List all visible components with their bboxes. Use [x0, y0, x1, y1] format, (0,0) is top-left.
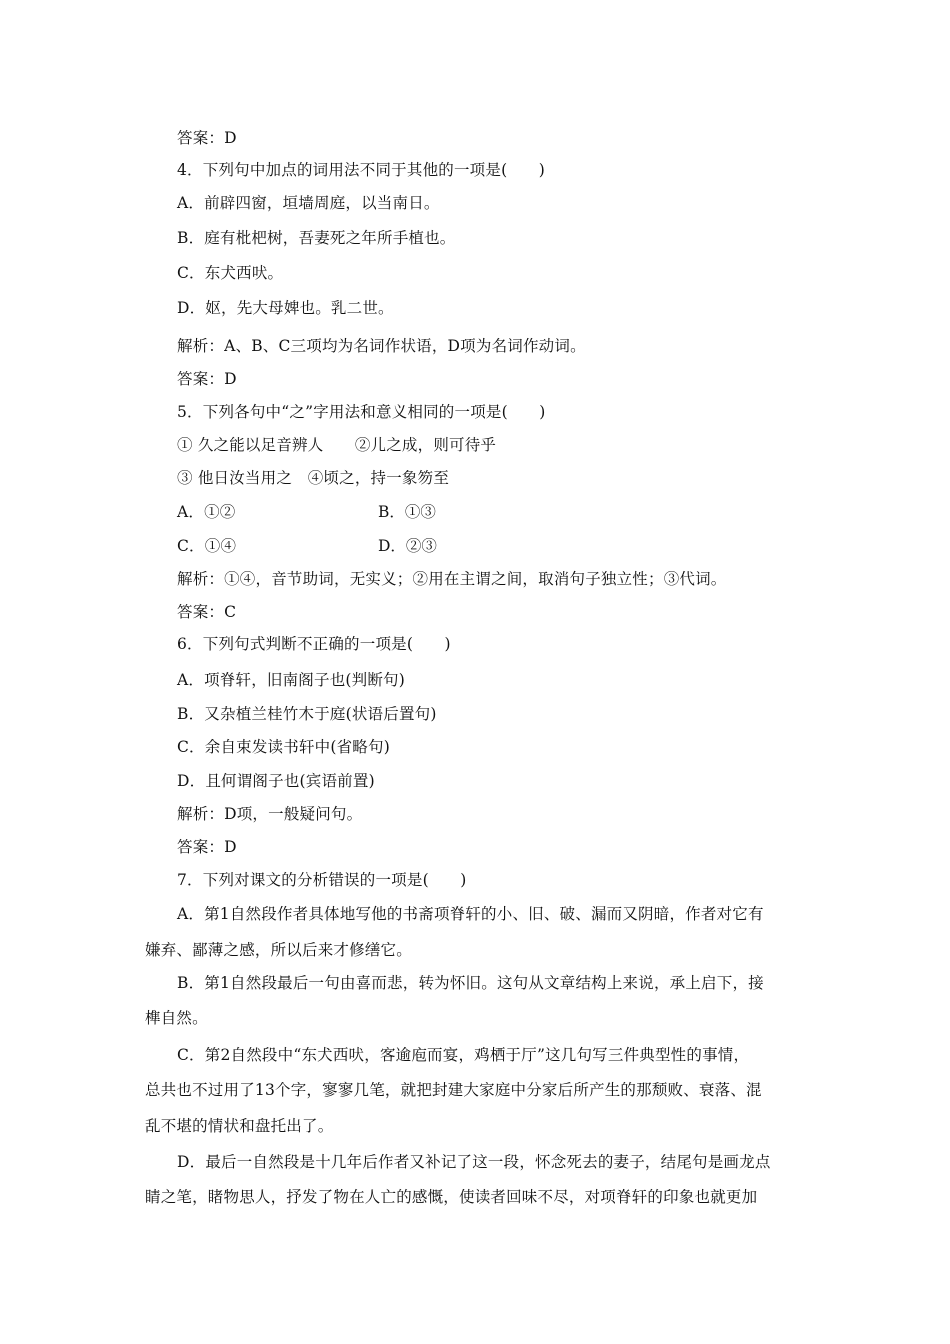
explanation-4: 解析：A、B、C三项均为名词作状语，D项为名词作动词。 — [177, 337, 586, 355]
question-5-sentences-2: ③ 他日汝当用之 ④顷之，持一象笏至 — [177, 469, 450, 487]
question-5: 5．下列各句中“之”字用法和意义相同的一项是( ) — [177, 403, 546, 421]
question-7-option-a-line-2: 嫌弃、鄙薄之感，所以后来才修缮它。 — [145, 941, 412, 959]
answer-5: 答案：C — [177, 603, 237, 621]
question-7-option-c-line-2: 总共也不过用了13个字，寥寥几笔，就把封建大家庭中分家后所产生的那颓败、衰落、混 — [145, 1081, 762, 1099]
question-6: 6．下列句式判断不正确的一项是( ) — [177, 635, 451, 653]
question-7-option-d-line-2: 睛之笔，睹物思人，抒发了物在人亡的感慨，使读者回味不尽，对项脊轩的印象也就更加 — [145, 1188, 758, 1206]
question-4-option-d: D．妪，先大母婢也。乳二世。 — [177, 299, 394, 317]
question-5-option-d: D．②③ — [378, 537, 437, 555]
question-6-option-d: D．且何谓阁子也(宾语前置) — [177, 772, 375, 790]
question-4: 4．下列句中加点的词用法不同于其他的一项是( ) — [177, 161, 545, 179]
question-7-option-c-line-1: C．第2自然段中“东犬西吠，客逾庖而宴，鸡栖于厅”这几句写三件典型性的事情， — [177, 1046, 750, 1064]
question-4-option-a: A．前辟四窗，垣墙周庭，以当南日。 — [177, 194, 440, 212]
explanation-6: 解析：D项，一般疑问句。 — [177, 805, 363, 823]
question-6-option-a: A．项脊轩，旧南阁子也(判断句) — [177, 671, 405, 689]
explanation-5: 解析：①④，音节助词，无实义；②用在主谓之间，取消句子独立性；③代词。 — [177, 570, 727, 588]
question-7-option-c-line-3: 乱不堪的情状和盘托出了。 — [145, 1117, 334, 1135]
answer-6: 答案：D — [177, 838, 237, 856]
question-5-option-b: B．①③ — [378, 503, 436, 521]
answer-line: 答案：D — [177, 129, 237, 147]
question-7-option-a-line-1: A．第1自然段作者具体地写他的书斋项脊轩的小、旧、破、漏而又阴暗，作者对它有 — [177, 905, 764, 923]
question-7-option-b-line-1: B．第1自然段最后一句由喜而悲，转为怀旧。这句从文章结构上来说，承上启下，接 — [177, 974, 764, 992]
question-5-option-c: C．①④ — [177, 537, 237, 555]
question-5-sentences-1: ① 久之能以足音辨人 ②儿之成，则可待乎 — [177, 436, 497, 454]
question-4-option-b: B．庭有枇杷树，吾妻死之年所手植也。 — [177, 229, 456, 247]
question-4-option-c: C．东犬西吠。 — [177, 264, 284, 282]
question-5-option-a: A．①② — [177, 503, 236, 521]
question-6-option-b: B．又杂植兰桂竹木于庭(状语后置句) — [177, 705, 437, 723]
question-7-option-d-line-1: D．最后一自然段是十几年后作者又补记了这一段，怀念死去的妻子，结尾句是画龙点 — [177, 1153, 771, 1171]
question-6-option-c: C．余自束发读书轩中(省略句) — [177, 738, 390, 756]
question-7: 7．下列对课文的分析错误的一项是( ) — [177, 871, 467, 889]
answer-4: 答案：D — [177, 370, 237, 388]
question-7-option-b-line-2: 榫自然。 — [145, 1009, 208, 1027]
